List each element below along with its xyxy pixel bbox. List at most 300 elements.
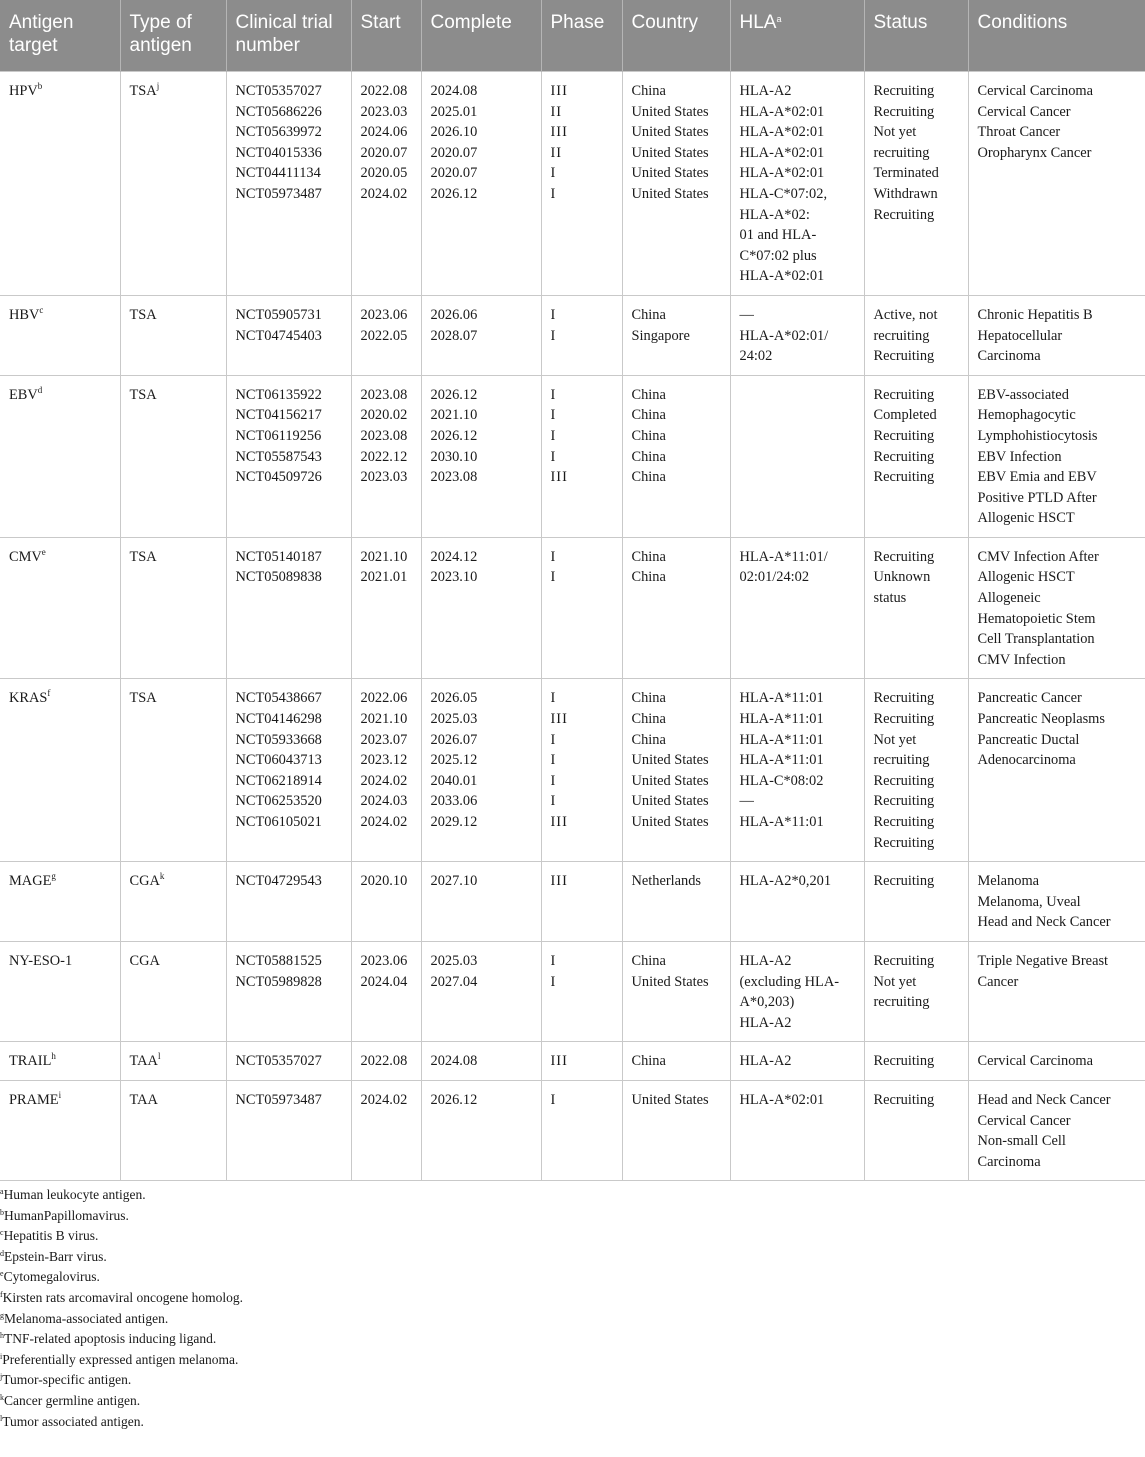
hla: — xyxy=(739,306,754,323)
country: China xyxy=(631,469,666,486)
hla: 02:01/24:02 xyxy=(739,569,810,586)
condition: Pancreatic Neoplasms xyxy=(977,711,1105,728)
footnote-text: Preferentially expressed antigen melanoma. xyxy=(2,1351,239,1367)
complete-date: 2026.12 xyxy=(430,185,478,202)
start-date: 2024.02 xyxy=(360,1091,408,1108)
condition-cell xyxy=(968,375,1145,537)
antigen-target-cell xyxy=(0,679,120,862)
footnote-marker: f xyxy=(0,1289,3,1299)
footnote-text: Cytomegalovirus. xyxy=(3,1269,100,1285)
condition: Positive PTLD After xyxy=(977,489,1097,506)
hla: HLA-A*02:01 xyxy=(739,124,825,141)
start-date: 2022.06 xyxy=(360,690,408,707)
hla: HLA-A*11:01/ xyxy=(739,548,828,565)
status-cell xyxy=(864,862,968,942)
status: Active, not xyxy=(873,306,938,323)
antigen-target: EBV xyxy=(9,386,38,403)
hla: A*0,203) xyxy=(739,994,795,1011)
table-row xyxy=(0,295,1145,375)
condition: Hepatocellular xyxy=(977,327,1063,344)
condition: Melanoma xyxy=(977,873,1040,890)
footnote-marker: l xyxy=(157,1051,161,1062)
footnote-marker: c xyxy=(39,304,44,315)
start-date: 2021.10 xyxy=(360,548,408,565)
hla: HLA-C*08:02 xyxy=(739,772,824,789)
start-date: 2020.10 xyxy=(360,873,408,890)
country: United States xyxy=(631,814,709,830)
column-header xyxy=(541,0,622,72)
status: Not yet xyxy=(873,731,917,748)
hla: HLA-A*02:01/ xyxy=(739,327,829,344)
start-date: 2023.03 xyxy=(360,469,408,486)
table-header xyxy=(0,0,1145,72)
phase: III xyxy=(550,1053,568,1070)
column-header xyxy=(730,0,864,72)
status: Recruiting xyxy=(873,1091,935,1108)
antigen-type-cell xyxy=(120,537,226,679)
antigen-type: TSA xyxy=(129,83,157,99)
hla-cell xyxy=(730,1080,864,1180)
complete-date: 2021.10 xyxy=(430,407,478,424)
status: Withdrawn xyxy=(873,185,938,202)
status-cell xyxy=(864,941,968,1041)
antigen-type-cell xyxy=(120,375,226,537)
phase-cell xyxy=(541,1080,622,1180)
table-row xyxy=(0,375,1145,537)
hla: HLA-A*11:01 xyxy=(739,711,824,728)
antigen-type-cell xyxy=(120,679,226,862)
phase-cell xyxy=(541,375,622,537)
condition: EBV Emia and EBV xyxy=(977,469,1097,486)
start-date: 2020.07 xyxy=(360,144,408,161)
antigen-target: NY-ESO-1 xyxy=(9,952,73,969)
antigen-type: TSA xyxy=(129,386,157,403)
column-header-label: Phase xyxy=(550,12,605,33)
status: recruiting xyxy=(873,327,930,344)
complete-date: 2025.01 xyxy=(430,103,478,120)
complete-date: 2027.10 xyxy=(430,873,478,890)
status: Terminated xyxy=(873,165,939,182)
table-body xyxy=(0,72,1145,1181)
trial-number: NCT05357027 xyxy=(235,1053,322,1070)
status-cell xyxy=(864,1042,968,1081)
country-cell xyxy=(622,72,730,296)
column-header xyxy=(421,0,541,72)
condition: Cancer xyxy=(977,973,1019,990)
footnote-marker: h xyxy=(0,1331,4,1341)
country-cell xyxy=(622,941,730,1041)
complete-date-cell xyxy=(421,862,541,942)
antigen-target-cell xyxy=(0,862,120,942)
phase: III xyxy=(550,124,568,141)
complete-date: 2040.01 xyxy=(430,772,478,789)
footnote-text: HumanPapillomavirus. xyxy=(4,1207,129,1223)
status: Recruiting xyxy=(873,834,935,851)
phase: I xyxy=(550,690,557,707)
trial-number: NCT05905731 xyxy=(235,306,322,323)
country-cell xyxy=(622,862,730,942)
hla: HLA-A*11:01 xyxy=(739,690,824,707)
footnote-marker: h xyxy=(51,1051,56,1062)
hla: HLA-A*02:01 xyxy=(739,165,825,182)
start-date: 2023.06 xyxy=(360,306,408,323)
phase: I xyxy=(550,407,557,424)
country: United States xyxy=(631,752,709,769)
start-date: 2020.05 xyxy=(360,165,408,182)
complete-date: 2023.10 xyxy=(430,569,478,586)
footnote-text: Tumor associated antigen. xyxy=(2,1413,144,1429)
hla: HLA-A*02: xyxy=(739,206,810,223)
column-header-label: Start xyxy=(360,12,401,33)
country-cell xyxy=(622,537,730,679)
condition: Non-small Cell xyxy=(977,1133,1066,1150)
condition: Hematopoietic Stem xyxy=(977,610,1096,627)
condition: Cervical Cancer xyxy=(977,103,1071,120)
phase-cell xyxy=(541,295,622,375)
status-cell xyxy=(864,72,968,296)
complete-date-cell xyxy=(421,679,541,862)
antigen-target: PRAME xyxy=(9,1091,59,1108)
start-date-cell xyxy=(351,72,421,296)
antigen-target: MAGE xyxy=(9,873,52,890)
trial-number: NCT06105021 xyxy=(235,814,322,830)
status-cell xyxy=(864,375,968,537)
table-row xyxy=(0,941,1145,1041)
antigen-type-cell xyxy=(120,295,226,375)
status: Recruiting xyxy=(873,448,935,465)
phase: I xyxy=(550,1091,557,1108)
complete-date: 2028.07 xyxy=(430,327,478,344)
column-header-label: Complete xyxy=(430,12,512,33)
antigen-target-cell xyxy=(0,72,120,296)
condition-cell xyxy=(968,679,1145,862)
hla-cell xyxy=(730,537,864,679)
phase: I xyxy=(550,793,557,810)
hla: 24:02 xyxy=(739,348,773,365)
condition: EBV-associated xyxy=(977,386,1069,403)
phase-cell xyxy=(541,941,622,1041)
status: Recruiting xyxy=(873,206,935,223)
column-header xyxy=(864,0,968,72)
start-date-cell xyxy=(351,1042,421,1081)
country-cell xyxy=(622,295,730,375)
status: Recruiting xyxy=(873,469,935,486)
condition: CMV Infection After xyxy=(977,548,1099,565)
status: Recruiting xyxy=(873,952,935,969)
country: China xyxy=(631,448,666,465)
complete-date: 2023.08 xyxy=(430,469,478,486)
country-cell xyxy=(622,1042,730,1081)
hla: HLA-C*07:02, xyxy=(739,185,828,202)
condition-cell xyxy=(968,72,1145,296)
phase: III xyxy=(550,873,568,890)
complete-date-cell xyxy=(421,537,541,679)
footnote xyxy=(0,1226,243,1247)
footnote-text: TNF-related apoptosis inducing ligand. xyxy=(4,1331,217,1347)
footnote xyxy=(0,1391,243,1412)
footnote xyxy=(0,1329,243,1350)
condition: Triple Negative Breast xyxy=(977,952,1109,969)
phase: III xyxy=(550,711,568,728)
antigen-target: KRAS xyxy=(9,690,48,707)
footnote xyxy=(0,1206,243,1227)
complete-date: 2027.04 xyxy=(430,973,478,990)
footnote-marker: e xyxy=(0,1269,4,1279)
status: Recruiting xyxy=(873,1053,935,1070)
trial-number: NCT06218914 xyxy=(235,772,322,789)
column-header-label: Conditions xyxy=(977,12,1068,33)
status: Recruiting xyxy=(873,690,935,707)
country: China xyxy=(631,407,666,424)
hla-cell xyxy=(730,295,864,375)
trial-number: NCT05686226 xyxy=(235,103,322,120)
condition: Carcinoma xyxy=(977,1153,1041,1170)
footnote-text: Melanoma-associated antigen. xyxy=(4,1310,169,1326)
antigen-type-cell xyxy=(120,1080,226,1180)
condition: Head and Neck Cancer xyxy=(977,1091,1111,1108)
complete-date: 2026.10 xyxy=(430,124,478,141)
footnote-text: Epstein-Barr virus. xyxy=(4,1248,107,1264)
condition: Cell Transplantation xyxy=(977,631,1095,648)
hla: HLA-A2 xyxy=(739,83,792,99)
start-date: 2024.02 xyxy=(360,185,408,202)
trial-number-cell xyxy=(226,941,351,1041)
hla: HLA-A2 xyxy=(739,1053,792,1070)
start-date: 2023.08 xyxy=(360,427,408,444)
status: Not yet xyxy=(873,973,917,990)
trial-number-cell xyxy=(226,72,351,296)
hla-cell xyxy=(730,941,864,1041)
hla: 01 and HLA- xyxy=(739,227,817,244)
complete-date: 2025.12 xyxy=(430,752,478,769)
complete-date: 2020.07 xyxy=(430,144,478,161)
phase: I xyxy=(550,327,557,344)
country-cell xyxy=(622,1080,730,1180)
country: China xyxy=(631,83,666,99)
column-header-label: Type of antigen xyxy=(129,12,192,56)
antigen-type: CGA xyxy=(129,952,160,969)
complete-date: 2026.12 xyxy=(430,1091,478,1108)
country: United States xyxy=(631,973,709,990)
column-header-label: Antigen target xyxy=(9,12,74,56)
condition: Allogenic HSCT xyxy=(977,510,1075,527)
antigen-target-cell xyxy=(0,537,120,679)
complete-date: 2020.07 xyxy=(430,165,478,182)
complete-date-cell xyxy=(421,1042,541,1081)
trial-number: NCT06043713 xyxy=(235,752,322,769)
footnote-marker: i xyxy=(58,1089,62,1100)
column-header xyxy=(968,0,1145,72)
footnote-text: Cancer germline antigen. xyxy=(4,1392,141,1408)
status: Recruiting xyxy=(873,386,935,403)
trial-number: NCT05989828 xyxy=(235,973,322,990)
phase: II xyxy=(550,103,563,120)
antigen-type-cell xyxy=(120,1042,226,1081)
antigen-target-cell xyxy=(0,375,120,537)
country: United States xyxy=(631,772,709,789)
start-date: 2023.06 xyxy=(360,952,408,969)
complete-date: 2025.03 xyxy=(430,952,478,969)
complete-date: 2024.12 xyxy=(430,548,478,565)
complete-date: 2024.08 xyxy=(430,1053,478,1070)
hla: C*07:02 plus xyxy=(739,247,817,264)
status-cell xyxy=(864,295,968,375)
start-date: 2024.03 xyxy=(360,793,408,810)
hla: HLA-A*02:01 xyxy=(739,103,825,120)
start-date: 2021.10 xyxy=(360,711,408,728)
start-date-cell xyxy=(351,537,421,679)
country: Netherlands xyxy=(631,873,702,890)
footnote-marker: f xyxy=(47,688,51,699)
trial-number-cell xyxy=(226,375,351,537)
table-row xyxy=(0,72,1145,296)
start-date: 2024.06 xyxy=(360,124,408,141)
antigen-target: CMV xyxy=(9,548,42,565)
phase: I xyxy=(550,165,557,182)
column-header xyxy=(622,0,730,72)
status: Recruiting xyxy=(873,427,935,444)
status: recruiting xyxy=(873,752,930,769)
footnote-marker: j xyxy=(0,1372,3,1382)
footnote-marker: g xyxy=(0,1310,4,1320)
status: Not yet xyxy=(873,124,917,141)
status: Recruiting xyxy=(873,793,935,810)
start-date: 2022.05 xyxy=(360,327,408,344)
antigen-type-cell xyxy=(120,862,226,942)
footnote xyxy=(0,1267,243,1288)
phase-cell xyxy=(541,537,622,679)
start-date: 2024.02 xyxy=(360,772,408,789)
phase: II xyxy=(550,144,563,161)
footnote-marker: j xyxy=(156,81,160,91)
complete-date: 2030.10 xyxy=(430,448,478,465)
status-cell xyxy=(864,679,968,862)
country: China xyxy=(631,711,666,728)
footnote-text: Human leukocyte antigen. xyxy=(3,1187,146,1202)
country: China xyxy=(631,306,666,323)
phase-cell xyxy=(541,72,622,296)
status: Recruiting xyxy=(873,348,935,365)
column-header-label: Status xyxy=(873,12,928,33)
trial-number: NCT05881525 xyxy=(235,952,322,969)
phase: I xyxy=(550,548,557,565)
footnote-marker: a xyxy=(0,1187,4,1196)
condition-cell xyxy=(968,295,1145,375)
complete-date: 2026.12 xyxy=(430,427,478,444)
country: United States xyxy=(631,165,709,182)
start-date-cell xyxy=(351,295,421,375)
antigen-type-cell xyxy=(120,72,226,296)
antigen-type: TSA xyxy=(129,306,157,323)
country: United States xyxy=(631,185,709,202)
trial-number-cell xyxy=(226,1042,351,1081)
trial-number: NCT04509726 xyxy=(235,469,322,486)
start-date: 2023.07 xyxy=(360,731,408,748)
footnote-marker: g xyxy=(51,871,56,882)
complete-date-cell xyxy=(421,1080,541,1180)
status: Recruiting xyxy=(873,83,935,99)
country: China xyxy=(631,731,666,748)
status: Recruiting xyxy=(873,103,935,120)
status-cell xyxy=(864,537,968,679)
antigen-type: TSA xyxy=(129,548,157,565)
phase: I xyxy=(550,569,557,586)
footnote xyxy=(0,1350,243,1371)
footnote-marker: l xyxy=(0,1413,3,1423)
phase: I xyxy=(550,973,557,990)
condition: Pancreatic Cancer xyxy=(977,690,1082,707)
footnote-text: Hepatitis B virus. xyxy=(3,1228,99,1244)
footnote-marker: a xyxy=(776,14,782,24)
footnote-marker: b xyxy=(0,1207,4,1217)
condition: Allogenic HSCT xyxy=(977,569,1075,586)
complete-date-cell xyxy=(421,941,541,1041)
phase: I xyxy=(550,752,557,769)
complete-date: 2024.08 xyxy=(430,83,478,99)
antigen-target-cell xyxy=(0,1042,120,1081)
hla: HLA-A*02:01 xyxy=(739,144,825,161)
country: Singapore xyxy=(631,327,690,344)
status: Recruiting xyxy=(873,711,935,728)
column-header-label: HLA xyxy=(739,12,777,33)
footnote-marker: k xyxy=(159,871,165,882)
hla: HLA-A2 xyxy=(739,952,792,969)
footnote-text: Tumor-specific antigen. xyxy=(2,1372,132,1388)
footnote xyxy=(0,1412,243,1433)
footnote-marker: b xyxy=(37,81,43,91)
hla: HLA-A*02:01 xyxy=(739,1091,825,1108)
footnote-marker: k xyxy=(0,1392,4,1402)
trial-number: NCT05973487 xyxy=(235,1091,322,1108)
trial-number-cell xyxy=(226,862,351,942)
start-date: 2023.12 xyxy=(360,752,408,769)
footnote-marker: e xyxy=(41,546,46,557)
complete-date: 2025.03 xyxy=(430,711,478,728)
hla-cell xyxy=(730,375,864,537)
condition: CMV Infection xyxy=(977,651,1066,668)
footnote-marker: d xyxy=(37,384,43,395)
antigen-type: CGA xyxy=(129,873,160,890)
country: United States xyxy=(631,103,709,120)
table-row xyxy=(0,1042,1145,1081)
footnote-text: Kirsten rats arcomaviral oncogene homolog. xyxy=(2,1289,243,1305)
country: China xyxy=(631,427,666,444)
hla: HLA-A*11:01 xyxy=(739,731,824,748)
column-header-label: Clinical trial number xyxy=(235,12,333,56)
status: Recruiting xyxy=(873,873,935,890)
trial-number: NCT05587543 xyxy=(235,448,322,465)
start-date: 2022.08 xyxy=(360,83,408,99)
condition: Oropharynx Cancer xyxy=(977,144,1092,161)
antigen-target-cell xyxy=(0,295,120,375)
condition-cell xyxy=(968,1042,1145,1081)
status: Recruiting xyxy=(873,548,935,565)
phase: I xyxy=(550,731,557,748)
phase: I xyxy=(550,772,557,789)
hla: HLA-A*11:01 xyxy=(739,752,824,769)
country: China xyxy=(631,548,666,565)
trial-number: NCT05089838 xyxy=(235,569,322,586)
start-date: 2024.02 xyxy=(360,814,408,830)
condition: Carcinoma xyxy=(977,348,1041,365)
condition-cell xyxy=(968,862,1145,942)
country: China xyxy=(631,569,666,586)
condition: Head and Neck Cancer xyxy=(977,914,1111,931)
trial-number: NCT06119256 xyxy=(235,427,322,444)
trial-number-cell xyxy=(226,679,351,862)
country: United States xyxy=(631,1091,709,1108)
complete-date: 2026.12 xyxy=(430,386,478,403)
